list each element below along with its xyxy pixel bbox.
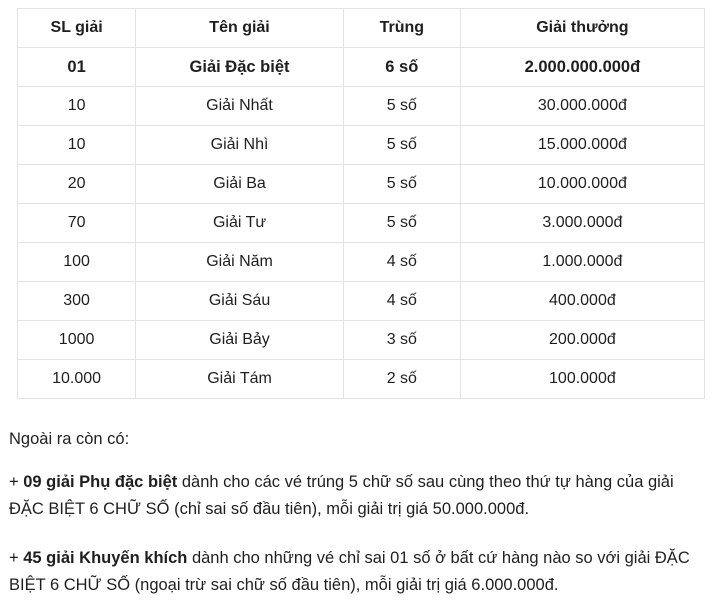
note-phu-dac-biet	[9, 469, 709, 523]
cell-quantity: 1000	[18, 321, 136, 360]
cell-match: 4 số	[343, 243, 460, 282]
cell-quantity: 01	[18, 48, 136, 87]
cell-match: 4 số	[343, 282, 460, 321]
cell-prize-name: Giải Bảy	[136, 321, 344, 360]
cell-match: 2 số	[343, 360, 460, 399]
cell-quantity: 100	[18, 243, 136, 282]
cell-prize-value: 400.000đ	[460, 282, 704, 321]
header-quantity: SL giải	[18, 9, 136, 48]
cell-prize-name: Giải Tám	[136, 360, 344, 399]
note-bold-text: 45 giải Khuyến khích	[23, 549, 188, 567]
cell-match: 5 số	[343, 87, 460, 126]
additional-notes	[9, 426, 709, 604]
table-row	[18, 204, 705, 243]
header-match: Trùng	[343, 9, 460, 48]
table-row	[18, 243, 705, 282]
cell-match: 6 số	[343, 48, 460, 87]
cell-prize-name: Giải Sáu	[136, 282, 344, 321]
prize-table-header	[18, 9, 705, 48]
note-rest-text: dành cho những vé chỉ sai 01 số ở bất cứ hàng nào so với giải ĐẶC BIỆT 6 CHỮ SỐ (ngoại trừ sai chữ số đầu tiên), mỗi giải trị giá 6.000.000đ.	[9, 549, 690, 594]
note-prefix: +	[9, 473, 24, 491]
cell-prize-value: 200.000đ	[460, 321, 704, 360]
cell-quantity: 10	[18, 87, 136, 126]
cell-prize-value: 10.000.000đ	[460, 165, 704, 204]
cell-quantity: 10	[18, 126, 136, 165]
cell-prize-value: 3.000.000đ	[460, 204, 704, 243]
cell-quantity: 70	[18, 204, 136, 243]
cell-prize-value: 2.000.000.000đ	[460, 48, 704, 87]
header-prize-name: Tên giải	[136, 9, 344, 48]
header-prize-value: Giải thưởng	[460, 9, 704, 48]
table-row	[18, 321, 705, 360]
cell-prize-value: 30.000.000đ	[460, 87, 704, 126]
note-khuyen-khich	[9, 545, 709, 599]
cell-prize-name: Giải Năm	[136, 243, 344, 282]
cell-match: 3 số	[343, 321, 460, 360]
cell-prize-name: Giải Nhất	[136, 87, 344, 126]
cell-prize-name: Giải Đặc biệt	[136, 48, 344, 87]
cell-quantity: 20	[18, 165, 136, 204]
table-row-special	[18, 48, 705, 87]
cell-prize-name: Giải Ba	[136, 165, 344, 204]
cell-match: 5 số	[343, 126, 460, 165]
note-prefix: +	[9, 549, 24, 567]
cell-quantity: 10.000	[18, 360, 136, 399]
cell-prize-name: Giải Tư	[136, 204, 344, 243]
notes-intro: Ngoài ra còn có:	[9, 430, 130, 448]
cell-prize-name: Giải Nhì	[136, 126, 344, 165]
cell-prize-value: 100.000đ	[460, 360, 704, 399]
table-row	[18, 360, 705, 399]
cell-prize-value: 15.000.000đ	[460, 126, 704, 165]
note-rest-text: dành cho các vé trúng 5 chữ số sau cùng theo thứ tự hàng của giải ĐẶC BIỆT 6 CHỮ SỐ (chỉ sai số đầu tiên), mỗi giải trị giá 50.000.000đ.	[9, 473, 674, 518]
note-bold-text: 09 giải Phụ đặc biệt	[23, 473, 178, 491]
header-row	[18, 9, 705, 48]
cell-quantity: 300	[18, 282, 136, 321]
prize-table-body	[18, 48, 705, 399]
table-row	[18, 282, 705, 321]
table-row	[18, 165, 705, 204]
cell-match: 5 số	[343, 165, 460, 204]
cell-prize-value: 1.000.000đ	[460, 243, 704, 282]
table-row	[18, 87, 705, 126]
prize-table	[17, 8, 705, 399]
cell-match: 5 số	[343, 204, 460, 243]
table-row	[18, 126, 705, 165]
